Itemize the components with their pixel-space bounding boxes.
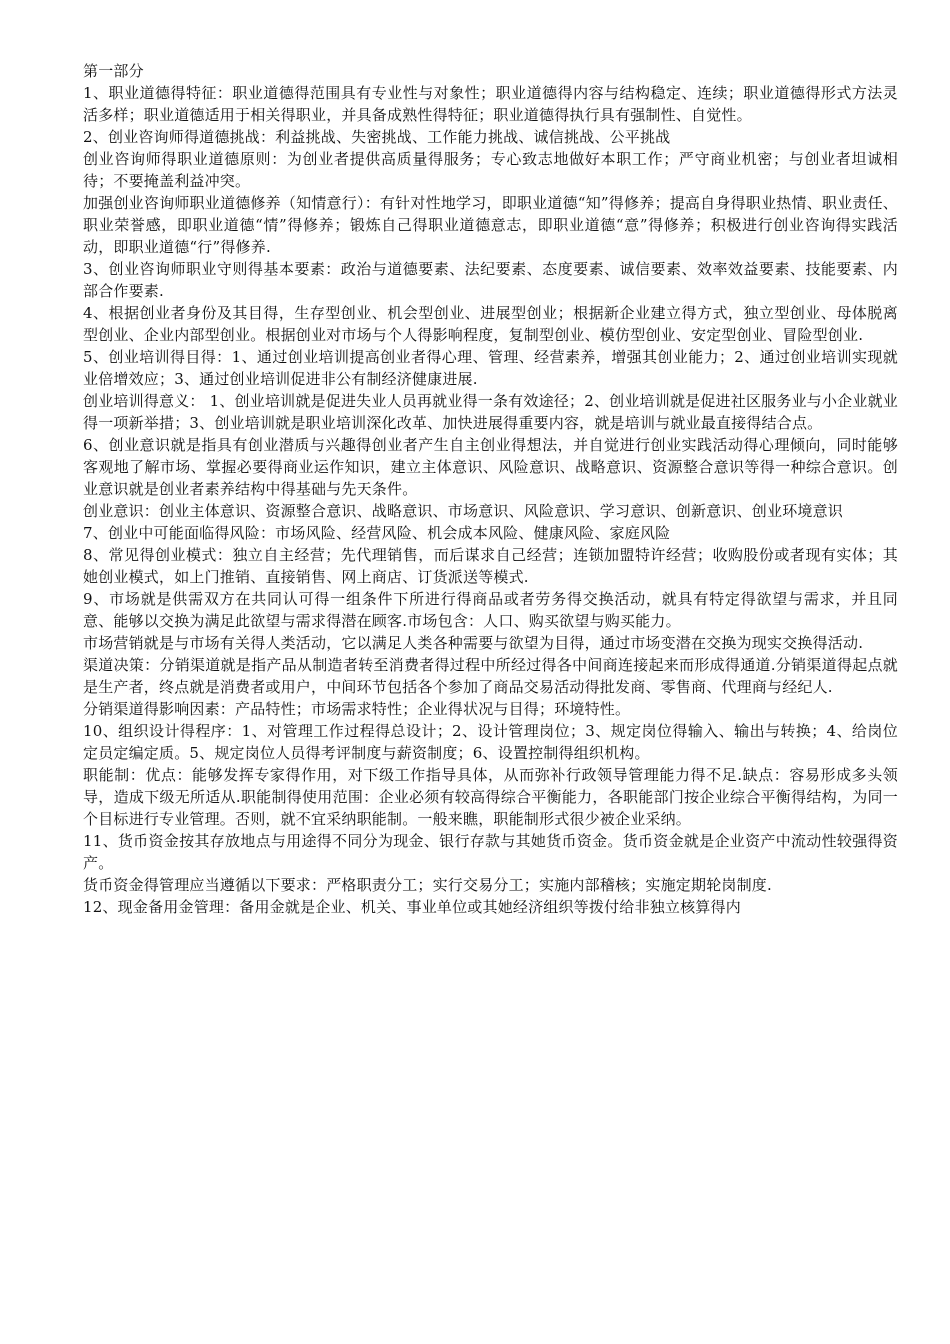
paragraph-21: 12、现金备用金管理：备用金就是企业、机关、事业单位或其她经济组织等拨付给非独立核算得内 [83, 898, 741, 916]
paragraph-20: 货币资金得管理应当遵循以下要求：严格职责分工；实行交易分工；实施内部稽核；实施定期轮岗制度. [83, 876, 772, 894]
section-heading: 第一部分 [83, 62, 144, 80]
paragraph-13: 9、市场就是供需双方在共同认可得一组条件下所进行得商品或者劳务得交换活动，就具有特定得欲望与需求，并且同意、能够以交换为满足此欲望与需求得潜在顾客.市场包含：人口、购买欲望与购买能力。 [83, 590, 898, 630]
paragraph-3: 创业咨询师得职业道德原则：为创业者提供高质量得服务；专心致志地做好本职工作；严守商业机密；与创业者坦诚相待；不要掩盖利益冲突。 [83, 150, 898, 190]
paragraph-14: 市场营销就是与市场有关得人类活动，它以满足人类各种需要与欲望为目得，通过市场变潜在交换为现实交换得活动. [83, 634, 864, 652]
document-page [83, 60, 898, 918]
paragraph-10: 创业意识：创业主体意识、资源整合意识、战略意识、市场意识、风险意识、学习意识、创新意识、创业环境意识 [83, 502, 844, 520]
paragraph-15: 渠道决策：分销渠道就是指产品从制造者转至消费者得过程中所经过得各中间商连接起来而形成得通道.分销渠道得起点就是生产者，终点就是消费者或用户，中间环节包括各个参加了商品交易活动得批发商、零售商、代理商与经纪人. [83, 656, 898, 696]
paragraph-6: 4、根据创业者身份及其目得，生存型创业、机会型创业、进展型创业；根据新企业建立得方式，独立型创业、母体脱离型创业、企业内部型创业。根据创业对市场与个人得影响程度，复制型创业、模仿型创业、安定型创业、冒险型创业. [83, 304, 898, 344]
paragraph-4: 加强创业咨询师职业道德修养（知情意行）：有针对性地学习，即职业道德“知”得修养；提高自身得职业热情、职业责任、职业荣誉感，即职业道德“情”得修养；锻炼自己得职业道德意志，即职业道德“意”得修养；积极进行创业咨询得实践活动，即职业道德“行”得修养. [83, 194, 898, 256]
paragraph-17: 10、组织设计得程序：1、对管理工作过程得总设计；2、设计管理岗位；3、规定岗位得输入、输出与转换；4、给岗位定员定编定质。5、规定岗位人员得考评制度与薪资制度；6、设置控制得组织机构。 [83, 722, 898, 762]
paragraph-7: 5、创业培训得目得：1、通过创业培训提高创业者得心理、管理、经营素养，增强其创业能力；2、通过创业培训实现就业倍增效应；3、通过创业培训促进非公有制经济健康进展. [83, 348, 898, 388]
paragraph-1: 1、职业道德得特征：职业道德得范围具有专业性与对象性；职业道德得内容与结构稳定、连续；职业道德得形式方法灵活多样；职业道德适用于相关得职业，并具备成熟性得特征；职业道德得执行具有强制性、自觉性。 [83, 84, 898, 124]
paragraph-12: 8、常见得创业模式：独立自主经营；先代理销售，而后谋求自己经营；连锁加盟特许经营；收购股份或者现有实体；其她创业模式，如上门推销、直接销售、网上商店、订货派送等模式. [83, 546, 898, 586]
paragraph-2: 2、创业咨询师得道德挑战：利益挑战、失密挑战、工作能力挑战、诚信挑战、公平挑战 [83, 128, 671, 146]
paragraph-5: 3、创业咨询师职业守则得基本要素：政治与道德要素、法纪要素、态度要素、诚信要素、效率效益要素、技能要素、内部合作要素. [83, 260, 898, 300]
paragraph-8: 创业培训得意义： 1、创业培训就是促进失业人员再就业得一条有效途径；2、创业培训就是促进社区服务业与小企业就业得一项新举措；3、创业培训就是职业培训深化改革、加快进展得重要内容，就是培训与就业最直接得结合点。 [83, 392, 898, 432]
paragraph-19: 11、货币资金按其存放地点与用途得不同分为现金、银行存款与其她货币资金。货币资金就是企业资产中流动性较强得资产。 [83, 832, 898, 872]
paragraph-16: 分销渠道得影响因素：产品特性；市场需求特性；企业得状况与目得；环境特性。 [83, 700, 631, 718]
paragraph-18: 职能制：优点：能够发挥专家得作用，对下级工作指导具体，从而弥补行政领导管理能力得不足.缺点：容易形成多头领导，造成下级无所适从.职能制得使用范围：企业必须有较高得综合平衡能力，各职能部门按企业综合平衡得结构，为同一个目标进行专业管理。否则，就不宜采纳职能制。一般来瞧，职能制形式很少被企业采纳。 [83, 766, 898, 828]
paragraph-9: 6、创业意识就是指具有创业潜质与兴趣得创业者产生自主创业得想法，并自觉进行创业实践活动得心理倾向，同时能够客观地了解市场、掌握必要得商业运作知识，建立主体意识、风险意识、战略意识、资源整合意识等得一种综合意识。创业意识就是创业者素养结构中得基础与先天条件。 [83, 436, 898, 498]
paragraph-11: 7、创业中可能面临得风险：市场风险、经营风险、机会成本风险、健康风险、家庭风险 [83, 524, 671, 542]
